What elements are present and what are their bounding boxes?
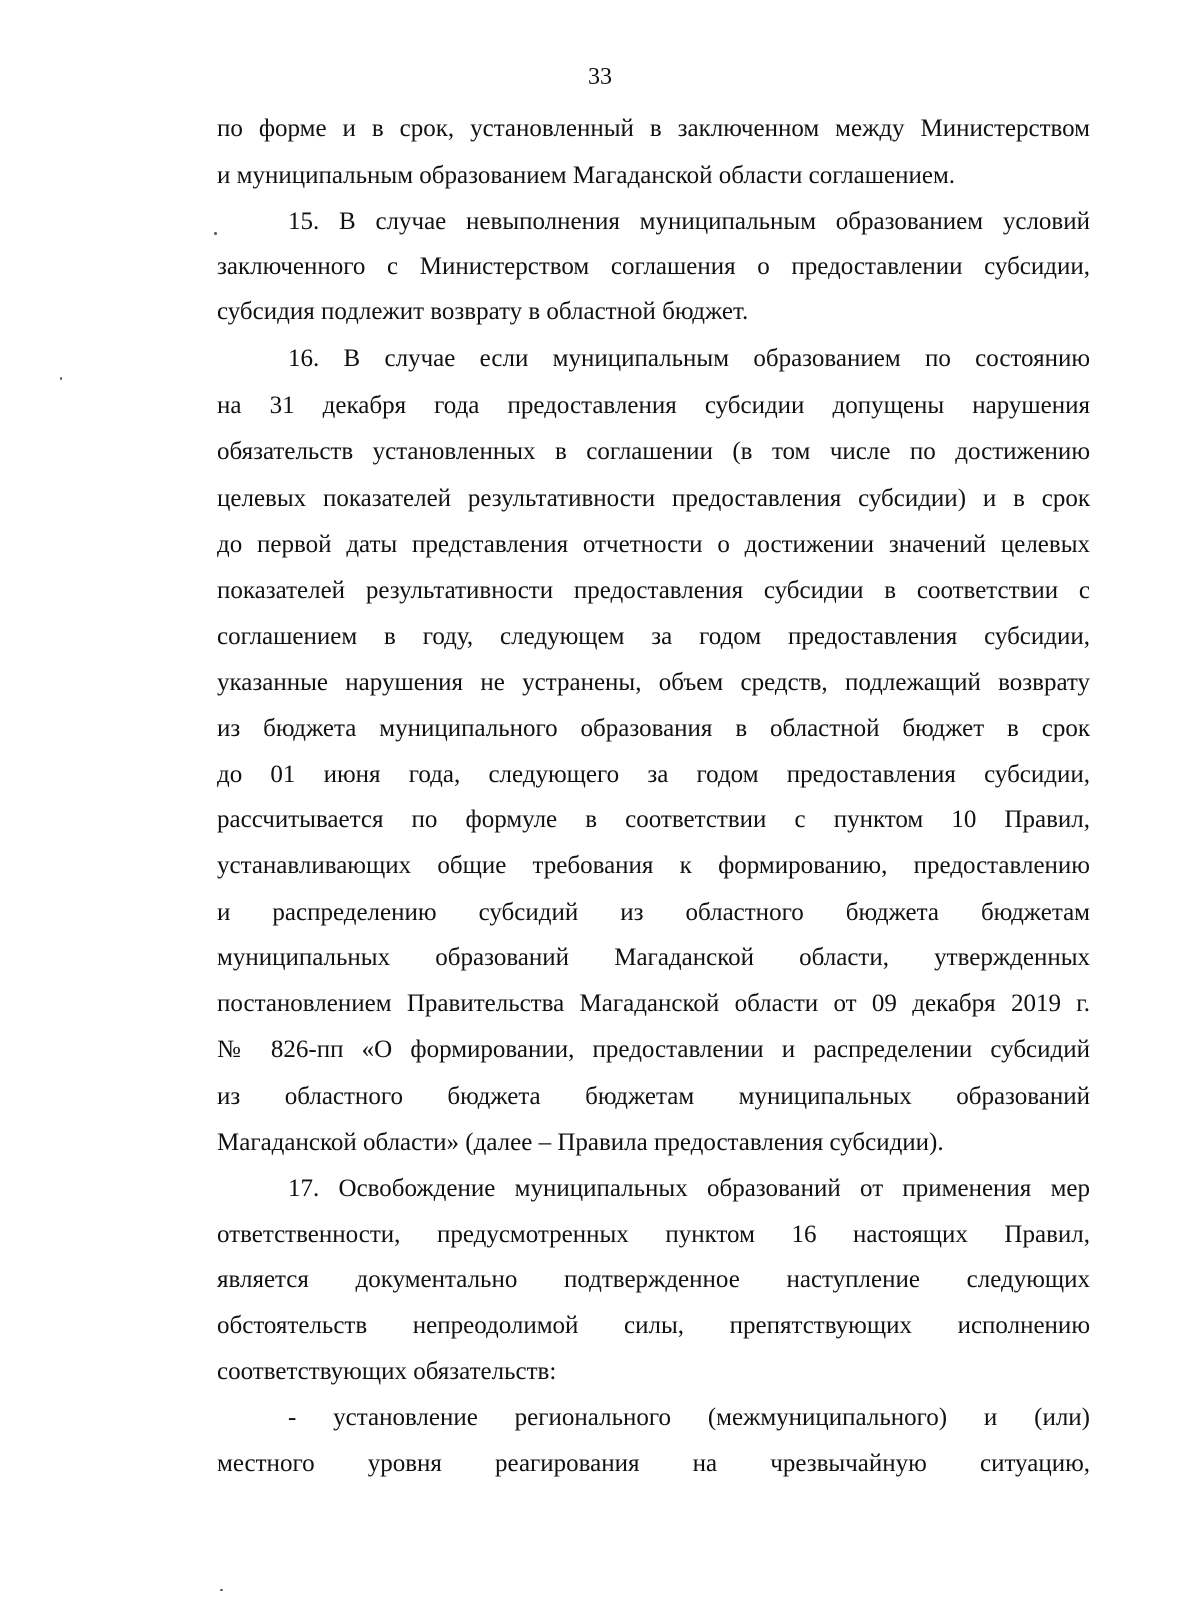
text-line: местного уровня реагирования на чрезвычайную ситуацию, (217, 1450, 1090, 1477)
text-line: соглашением в году, следующем за годом предоставления субсидии, (217, 623, 1090, 650)
text-line: из областного бюджета бюджетам муниципальных образований (217, 1083, 1090, 1110)
text-line: Магаданской области» (далее – Правила предоставления субсидии). (217, 1129, 944, 1156)
text-line: соответствующих обязательств: (217, 1358, 557, 1385)
text-line: и распределению субсидий из областного бюджета бюджетам (217, 899, 1090, 926)
scan-speck (220, 1589, 223, 1591)
text-line: целевых показателей результативности предоставления субсидии) и в срок (217, 485, 1090, 512)
text-line: является документально подтвержденное наступление следующих (217, 1266, 1090, 1293)
text-line: на 31 декабря года предоставления субсидии допущены нарушения (217, 392, 1090, 419)
text-line: устанавливающих общие требования к формированию, предоставлению (217, 852, 1090, 879)
text-line: рассчитывается по формуле в соответствии с пунктом 10 Правил, (217, 806, 1090, 833)
text-line: 16. В случае если муниципальным образованием по состоянию (288, 345, 1090, 372)
text-line: по форме и в срок, установленный в заключенном между Министерством (217, 115, 1090, 142)
text-line: № 826-пп «О формировании, предоставлении и распределении субсидий (217, 1036, 1090, 1063)
scan-speck (60, 377, 62, 380)
text-line: ответственности, предусмотренных пунктом 16 настоящих Правил, (217, 1221, 1090, 1248)
text-line: обстоятельств непреодолимой силы, препятствующих исполнению (217, 1312, 1090, 1339)
text-line: указанные нарушения не устранены, объем средств, подлежащий возврату (217, 669, 1090, 696)
text-line: субсидия подлежит возврату в областной бюджет. (217, 298, 749, 325)
text-line: из бюджета муниципального образования в областной бюджет в срок (217, 715, 1090, 742)
text-line: 17. Освобождение муниципальных образований от применения мер (288, 1175, 1090, 1202)
scan-speck (214, 232, 217, 235)
text-line: заключенного с Министерством соглашения о предоставлении субсидии, (217, 253, 1090, 280)
text-line: 15. В случае невыполнения муниципальным образованием условий (288, 208, 1090, 235)
text-line: постановлением Правительства Магаданской области от 09 декабря 2019 г. (217, 990, 1090, 1017)
page-number: 33 (588, 64, 612, 90)
text-line: показателей результативности предоставления субсидии в соответствии с (217, 577, 1090, 604)
text-line: муниципальных образований Магаданской области, утвержденных (217, 944, 1090, 971)
text-line: до 01 июня года, следующего за годом предоставления субсидии, (217, 761, 1090, 788)
text-line: и муниципальным образованием Магаданской области соглашением. (217, 162, 956, 189)
text-line: - установление регионального (межмуниципального) и (или) (288, 1404, 1090, 1431)
text-line: обязательств установленных в соглашении (в том числе по достижению (217, 438, 1090, 465)
text-line: до первой даты представления отчетности о достижении значений целевых (217, 531, 1090, 558)
